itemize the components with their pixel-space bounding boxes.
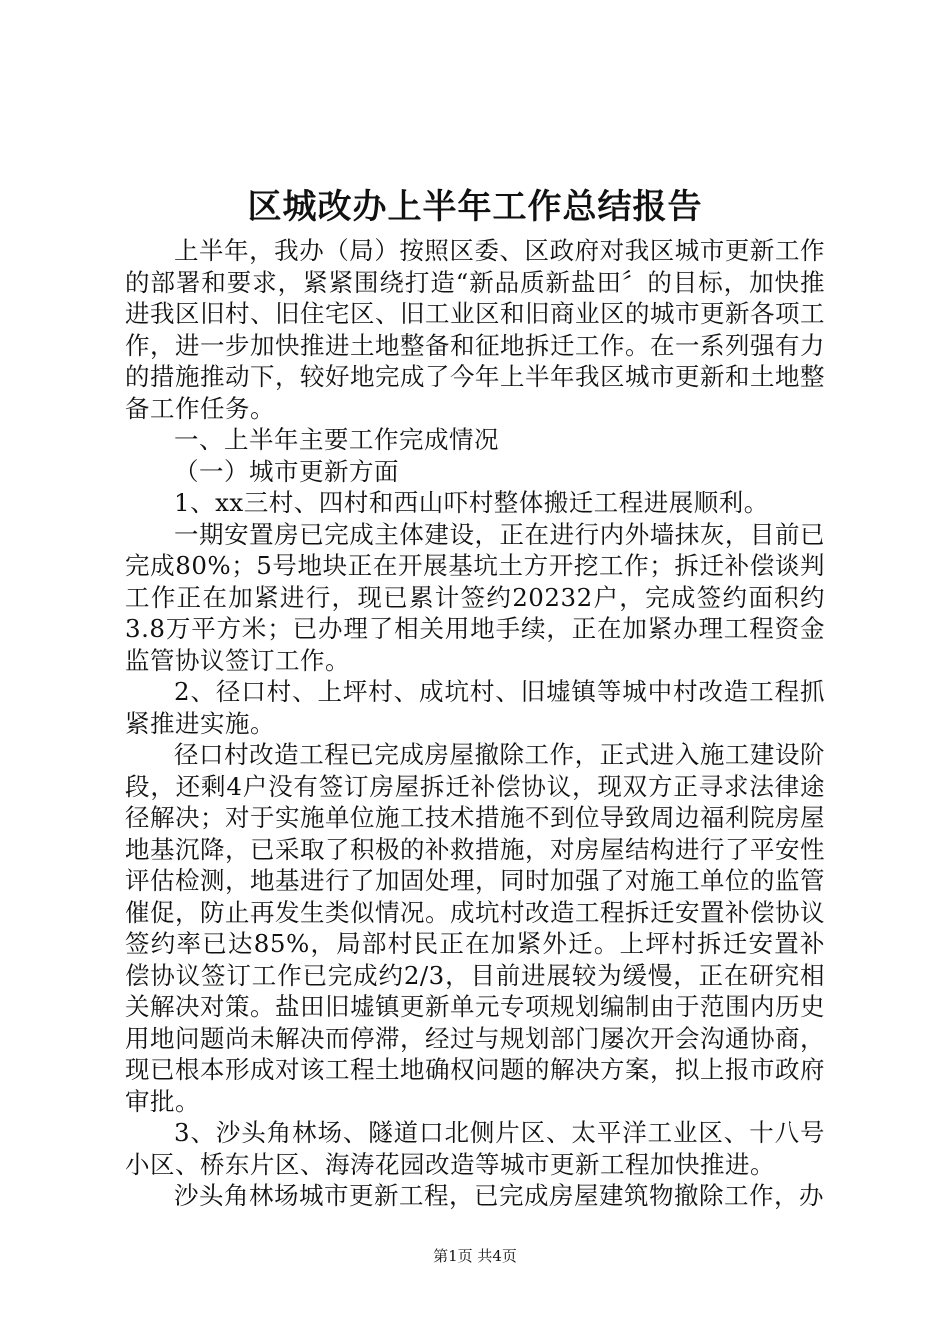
paragraph-item-2: 径口村改造工程已完成房屋撤除工作，正式进入施工建设阶段，还剩4户没有签订房屋拆迁补偿协议，现双方正寻求法律途径解决；对于实施单位施工技术措施不到位导致周边福利院房屋地基沉降，已采取了积极的补救措施，对房屋结构进行了平安性评估检测，地基进行了加固处理，同时加强了对施工单位的监管催促，防止再发生类似情况。成坑村改造工程拆迁安置补偿协议签约率已达85%，局部村民正在加紧外迁。上坪村拆迁安置补偿协议签订工作已完成约2/3，目前进展较为缓慢，正在研究相关解决对策。盐田旧墟镇更新单元专项规划编制由于范围内历史用地问题尚未解决而停滞，经过与规划部门屡次开会沟通协商，现已根本形成对该工程土地确权问题的解决方案，拟上报市政府审批。: [125, 740, 825, 1116]
item-heading-3: 3、沙头角林场、隧道口北侧片区、太平洋工业区、十八号小区、桥东片区、海涛花园改造等城市更新工程加快推进。: [125, 1118, 825, 1179]
subsection-heading-1: （一）城市更新方面: [174, 456, 399, 486]
item-heading-2: 2、径口村、上坪村、成坑村、旧墟镇等城中村改造工程抓紧推进实施。: [125, 677, 825, 738]
section-heading-1: 一、上半年主要工作完成情况: [174, 425, 499, 454]
item-heading-1: 1、xx三村、四村和西山吓村整体搬迁工程进展顺利。: [174, 488, 769, 517]
document-body: [125, 235, 825, 1212]
paragraph-item-3: 沙头角林场城市更新工程，已完成房屋建筑物撤除工作，办: [174, 1181, 824, 1210]
page-number-footer: 第1页 共4页: [433, 1247, 517, 1265]
document-title: 区城改办上半年工作总结报告: [247, 187, 703, 227]
paragraph-item-1: 一期安置房已完成主体建设，正在进行内外墙抹灰，目前已完成80%；5号地块正在开展基坑土方开挖工作；拆迁补偿谈判工作正在加紧进行，现已累计签约20232户，完成签约面积约3.8万平方米；已办理了相关用地手续，正在加紧办理工程资金监管协议签订工作。: [125, 519, 825, 675]
paragraph-intro: 上半年，我办（局）按照区委、区政府对我区城市更新工作的部署和要求，紧紧围绕打造“新品质新盐田〞的目标，加快推进我区旧村、旧住宅区、旧工业区和旧商业区的城市更新各项工作，进一步加快推进土地整备和征地拆迁工作。在一系列强有力的措施推动下，较好地完成了今年上半年我区城市更新和土地整备工作任务。: [125, 236, 825, 423]
